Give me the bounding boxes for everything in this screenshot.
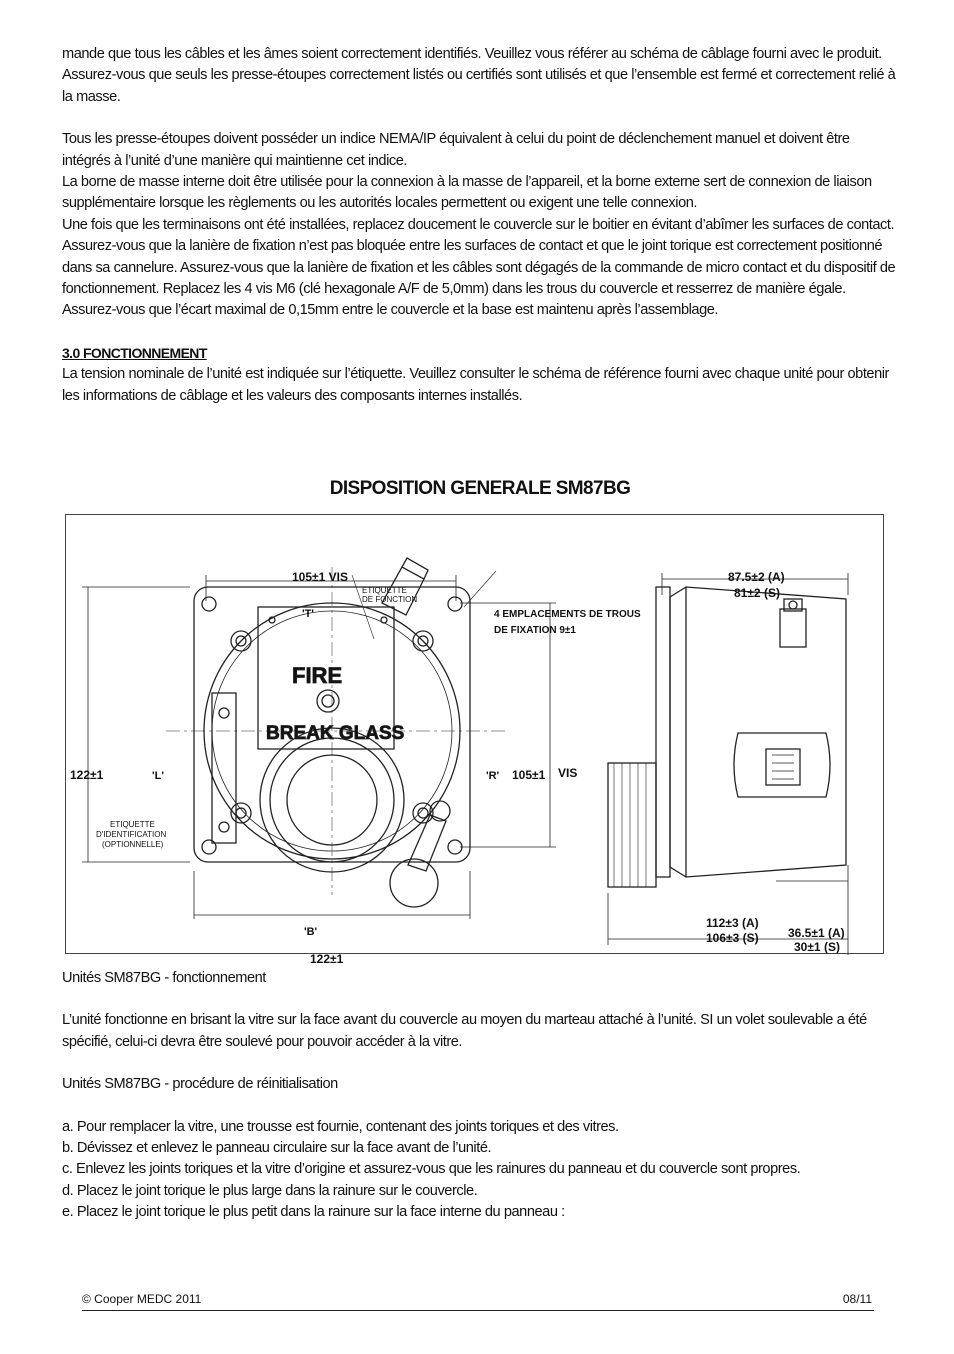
paragraph: Unités SM87BG - fonctionnement — [62, 970, 266, 986]
corner-screw — [448, 840, 462, 854]
holes-label: 4 EMPLACEMENTS DE TROUS — [494, 609, 641, 620]
corner-screw — [448, 597, 462, 611]
r-marker: 'R' — [486, 770, 500, 782]
technical-drawing — [65, 514, 884, 966]
list-item: a. Pour remplacer la vitre, une trousse est fournie, contenant des joints toriques et des vitres. — [62, 1118, 619, 1135]
etiquette-id-label: ETIQUETTE — [110, 820, 155, 829]
paragraph: L’unité fonctionne en brisant la vitre sur la face avant du couvercle au moyen du marteau attaché à l’unité. SI un volet soulevable a été spécifié, celui-ci devra être soulevé pour pouvoir accéder à la vitre. — [62, 1012, 867, 1050]
fire-text: FIRE — [292, 663, 343, 688]
side-window — [734, 733, 830, 797]
side-gland — [780, 609, 806, 647]
paragraph: Assurez-vous que seuls les presse-étoupes correctement listés ou certifiés sont utilisés et que l’ensemble est fermé et correctement relié à la masse. — [62, 67, 896, 105]
side-body — [656, 587, 670, 877]
top-dimension-label: 105±1 VIS — [292, 570, 348, 584]
after-diagram-text — [62, 968, 898, 1224]
l-marker: 'L' — [152, 770, 164, 782]
etiquette-id-label: (OPTIONNELLE) — [102, 840, 164, 849]
vis-label: VIS — [558, 766, 578, 780]
hammer-head — [390, 859, 438, 907]
left-dimension-label: 122±1 — [70, 768, 104, 782]
etiquette-id-label: D'IDENTIFICATION — [96, 830, 167, 839]
paragraph: Tous les presse-étoupes doivent posséder un indice NEMA/IP équivalent à celui du point de déclenchement manuel et doivent être intégrés à l’unité d’une manière qui maintienne cet indice. — [62, 131, 850, 169]
side-bottom-dimension: 30±1 (S) — [794, 940, 840, 954]
list-item: d. Placez le joint torique le plus large dans la rainure sur le couvercle. — [62, 1182, 478, 1199]
paragraph: mande que tous les câbles et les âmes soient correctement identifiés. Veuillez vous référer au schéma de câblage fourni avec le produit. — [62, 46, 882, 62]
etiquette-fonction-label: ETIQUETTE — [362, 586, 407, 595]
footer-date: 08/11 — [842, 1292, 872, 1306]
side-knob — [608, 763, 656, 887]
drawing-svg — [66, 515, 885, 966]
list-item: e. Placez le joint torique le plus petit dans la rainure sur la face interne du panneau : — [62, 1204, 565, 1221]
break-glass-text: BREAK GLASS — [266, 723, 405, 744]
list-item: b. Dévissez et enlevez le panneau circulaire sur la face avant de l’unité. — [62, 1140, 492, 1157]
corner-screw — [202, 597, 216, 611]
side-bottom-dimension: 36.5±1 (A) — [788, 926, 845, 940]
paragraph: La borne de masse interne doit être utilisée pour la connexion à la masse de l’appareil, et la borne externe sert de connexion de liaison supplémentaire lorsque les règlements ou les autorités locales permettent ou exigent une telle connexion. — [62, 174, 872, 212]
section-text: La tension nominale de l’unité est indiquée sur l’étiquette. Veuillez consulter le schéma de référence fourni avec chaque unité pour obtenir les informations de câblage et les valeurs des composants internes installés. — [62, 366, 889, 404]
side-housing — [670, 587, 846, 877]
b-marker: 'B' — [304, 926, 318, 938]
diagram-title: DISPOSITION GENERALE SM87BG — [329, 478, 631, 499]
side-top-dimension: 81±2 (S) — [734, 586, 780, 600]
page-footer — [82, 1292, 874, 1311]
right-dimension-label: 105±1 — [512, 768, 546, 782]
side-top-dimension: 87.5±2 (A) — [728, 570, 785, 584]
reset-procedure-list — [62, 1117, 898, 1224]
section-title: 3.0 FONCTIONNEMENT — [62, 344, 207, 361]
list-item: c. Enlevez les joints toriques et la vitre d’origine et assurez-vous que les rainures du panneau et du couvercle sont propres. — [62, 1161, 801, 1178]
footer-copyright: © Cooper MEDC 2011 — [82, 1292, 202, 1306]
paragraph: Unités SM87BG - procédure de réinitialisation — [62, 1076, 338, 1093]
t-marker: 'T' — [302, 608, 314, 620]
id-label-strip — [212, 693, 236, 843]
bottom-dimension-label: 122±1 — [310, 952, 344, 966]
side-depth-dimension: 112±3 (A) 106±3 (S) — [706, 916, 759, 945]
etiquette-fonction-label: DE FONCTION — [362, 595, 418, 604]
paragraph: Une fois que les terminaisons ont été installées, replacez doucement le couvercle sur le boitier en évitant d’abîmer les surfaces de contact. Assurez-vous que la lanière de fixation n’est pas bloquée entre les surfaces de contact et que le joint torique est correctement positionné dans sa cannelure. Assurez-vous que la lanière de fixation et les câbles sont dégagés de la commande de micro contact et du dispositif de fonctionnement. Replacez les 4 vis M6 (clé hexagonale A/F de 5,0mm) dans les trous du couvercle et resserrez de manière égale. Assurez-vous que l’écart maximal de 0,15mm entre le couvercle et la base est maintenu après l’assemblage. — [62, 216, 896, 319]
corner-screw — [202, 840, 216, 854]
holes-label: DE FIXATION 9±1 — [494, 625, 576, 636]
